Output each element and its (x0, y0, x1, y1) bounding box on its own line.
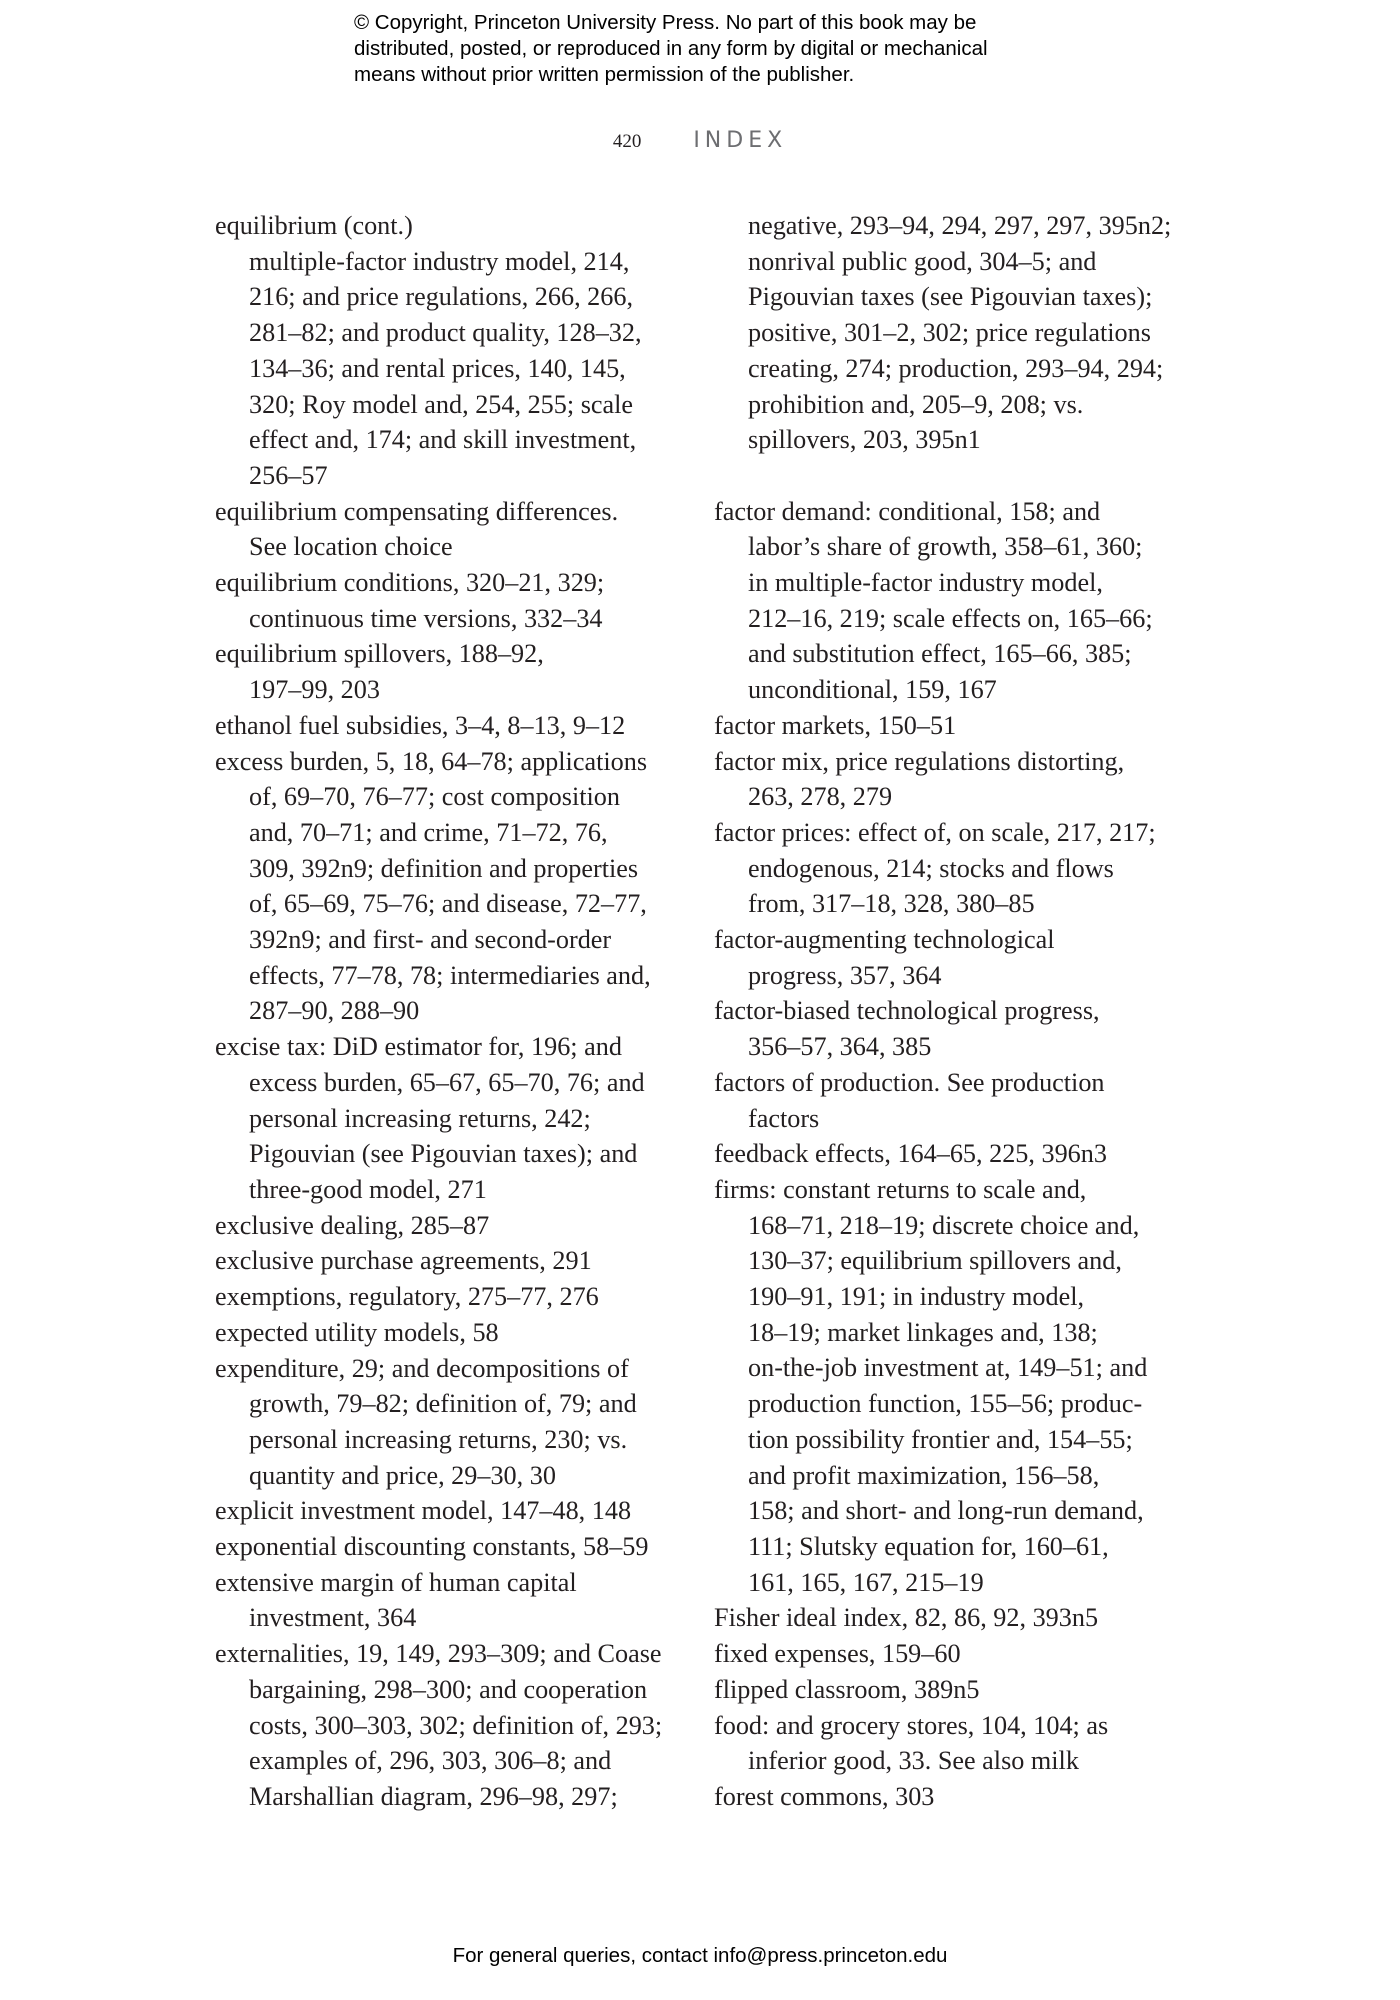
index-entry: exponential discounting constants, 58–59 (215, 1532, 649, 1562)
index-entry: exclusive purchase agreements, 291 (215, 1246, 592, 1276)
index-entry: externalities, 19, 149, 293–309; and Coase (215, 1639, 662, 1669)
copyright-line: © Copyright, Princeton University Press. No part of this book may be (354, 11, 977, 34)
index-subentry: 158; and short- and long-run demand, (748, 1496, 1144, 1526)
index-subentry: prohibition and, 205–9, 208; vs. (748, 389, 1084, 419)
index-entry: excise tax: DiD estimator for, 196; and (215, 1032, 622, 1062)
page-number: 420 (612, 131, 642, 152)
index-subentry: 212–16, 219; scale effects on, 165–66; (748, 603, 1153, 633)
index-subentry: 134–36; and rental prices, 140, 145, (249, 353, 626, 383)
index-subentry: growth, 79–82; definition of, 79; and (249, 1389, 637, 1419)
index-subentry: quantity and price, 29–30, 30 (249, 1460, 556, 1490)
index-subentry: on-the-job investment at, 149–51; and (748, 1353, 1148, 1383)
index-column-right (714, 208, 1194, 1815)
index-subentry: from, 317–18, 328, 380–85 (748, 889, 1035, 919)
index-subentry: 161, 165, 167, 215–19 (748, 1567, 984, 1597)
index-subentry: personal increasing returns, 242; (249, 1103, 591, 1133)
index-subentry: of, 65–69, 75–76; and disease, 72–77, (249, 889, 647, 919)
index-subentry: endogenous, 214; stocks and flows (748, 853, 1114, 883)
index-subentry: and substitution effect, 165–66, 385; (748, 639, 1132, 669)
index-entry: equilibrium compensating differences. (215, 496, 619, 526)
index-entry: excess burden, 5, 18, 64–78; applications (215, 746, 648, 776)
index-entry: equilibrium spillovers, 188–92, (215, 639, 544, 669)
index-entry: factors of production. See production (714, 1067, 1105, 1097)
index-subentry: multiple-factor industry model, 214, (249, 246, 630, 276)
index-entry: flipped classroom, 389n5 (714, 1674, 980, 1704)
index-entry: factor markets, 150–51 (714, 710, 957, 740)
index-subentry: negative, 293–94, 294, 297, 297, 395n2; (748, 211, 1172, 240)
copyright-notice (354, 10, 1114, 88)
index-subentry: 320; Roy model and, 254, 255; scale (249, 389, 634, 419)
index-entry: firms: constant returns to scale and, (714, 1174, 1087, 1204)
index-entry: expected utility models, 58 (215, 1317, 499, 1347)
copyright-line: distributed, posted, or reproduced in any form by digital or mechanical (354, 37, 988, 60)
index-subentry: bargaining, 298–300; and cooperation (249, 1674, 648, 1704)
index-entry: ethanol fuel subsidies, 3–4, 8–13, 9–12 (215, 710, 626, 740)
index-entry: exemptions, regulatory, 275–77, 276 (215, 1282, 599, 1312)
running-head (0, 128, 1400, 153)
index-subentry: unconditional, 159, 167 (748, 675, 997, 705)
index-subentry: examples of, 296, 303, 306–8; and (249, 1746, 612, 1776)
index-subentry: nonrival public good, 304–5; and (748, 246, 1097, 276)
index-subentry: and, 70–71; and crime, 71–72, 76, (249, 817, 608, 847)
index-subentry: 392n9; and first- and second-order (249, 925, 612, 955)
index-subentry: 281–82; and product quality, 128–32, (249, 318, 642, 348)
index-subentry: 197–99, 203 (249, 675, 380, 705)
index-subentry: creating, 274; production, 293–94, 294; (748, 353, 1164, 383)
footer-contact: For general queries, contact info@press.princeton.edu (452, 1944, 948, 1967)
index-entry: fixed expenses, 159–60 (714, 1639, 961, 1669)
copyright-line: means without prior written permission of the publisher. (354, 63, 855, 86)
index-subentry: 190–91, 191; in industry model, (748, 1282, 1085, 1312)
index-subentry: effect and, 174; and skill investment, (249, 425, 637, 455)
index-entry: equilibrium (cont.) (215, 211, 413, 240)
index-entry: expenditure, 29; and decompositions of (215, 1353, 629, 1383)
index-subentry: See location choice (249, 532, 453, 562)
index-entry: factor-augmenting technological (714, 925, 1055, 955)
index-entry: factor-biased technological progress, (714, 996, 1100, 1026)
index-subentry: Pigouvian (see Pigouvian taxes); and (249, 1139, 638, 1169)
index-subentry: and profit maximization, 156–58, (748, 1460, 1100, 1490)
index-subentry: spillovers, 203, 395n1 (748, 425, 981, 455)
index-entry: factor prices: effect of, on scale, 217, 217; (714, 817, 1156, 847)
index-entry: exclusive dealing, 285–87 (215, 1210, 490, 1240)
index-subentry: of, 69–70, 76–77; cost composition (249, 782, 620, 812)
index-entry: equilibrium conditions, 320–21, 329; (215, 568, 605, 598)
index-entry: factor demand: conditional, 158; and (714, 496, 1101, 526)
index-subentry: 287–90, 288–90 (249, 996, 420, 1026)
index-entry: factor mix, price regulations distorting, (714, 746, 1125, 776)
index-subentry: labor’s share of growth, 358–61, 360; (748, 532, 1143, 562)
index-subentry: effects, 77–78, 78; intermediaries and, (249, 960, 651, 990)
index-subentry: Pigouvian taxes (see Pigouvian taxes); (748, 282, 1153, 312)
index-entry: forest commons, 303 (714, 1781, 935, 1811)
index-subentry: 263, 278, 279 (748, 782, 893, 812)
index-subentry: personal increasing returns, 230; vs. (249, 1424, 628, 1454)
index-subentry: progress, 357, 364 (748, 960, 942, 990)
index-subentry: 356–57, 364, 385 (748, 1032, 932, 1062)
index-subentry: 18–19; market linkages and, 138; (748, 1317, 1098, 1347)
index-subentry: positive, 301–2, 302; price regulations (748, 318, 1151, 348)
index-entry: explicit investment model, 147–48, 148 (215, 1496, 632, 1526)
index-column-left (215, 208, 685, 1815)
index-subentry: excess burden, 65–67, 65–70, 76; and (249, 1067, 645, 1097)
index-subentry: 256–57 (249, 460, 328, 490)
letter-group-gap (714, 458, 1194, 494)
index-subentry: 309, 392n9; definition and properties (249, 853, 639, 883)
index-subentry: continuous time versions, 332–34 (249, 603, 603, 633)
index-subentry: costs, 300–303, 302; definition of, 293; (249, 1710, 663, 1740)
index-subentry: in multiple-factor industry model, (748, 568, 1103, 598)
index-entry: extensive margin of human capital (215, 1567, 577, 1597)
index-subentry: Marshallian diagram, 296–98, 297; (249, 1781, 618, 1811)
index-subentry: 130–37; equilibrium spillovers and, (748, 1246, 1122, 1276)
index-subentry: inferior good, 33. See also milk (748, 1746, 1079, 1776)
index-subentry: three-good model, 271 (249, 1174, 487, 1204)
index-subentry: 168–71, 218–19; discrete choice and, (748, 1210, 1140, 1240)
section-title: INDEX (693, 128, 788, 153)
index-subentry: investment, 364 (249, 1603, 417, 1633)
index-subentry: factors (748, 1103, 820, 1133)
index-entry: Fisher ideal index, 82, 86, 92, 393n5 (714, 1603, 1099, 1633)
index-subentry: 111; Slutsky equation for, 160–61, (748, 1532, 1109, 1561)
index-entry: food: and grocery stores, 104, 104; as (714, 1710, 1109, 1740)
index-subentry: 216; and price regulations, 266, 266, (249, 282, 634, 312)
index-subentry: tion possibility frontier and, 154–55; (748, 1424, 1133, 1454)
index-entry: feedback effects, 164–65, 225, 396n3 (714, 1139, 1107, 1169)
index-subentry: production function, 155–56; produc- (748, 1389, 1143, 1419)
